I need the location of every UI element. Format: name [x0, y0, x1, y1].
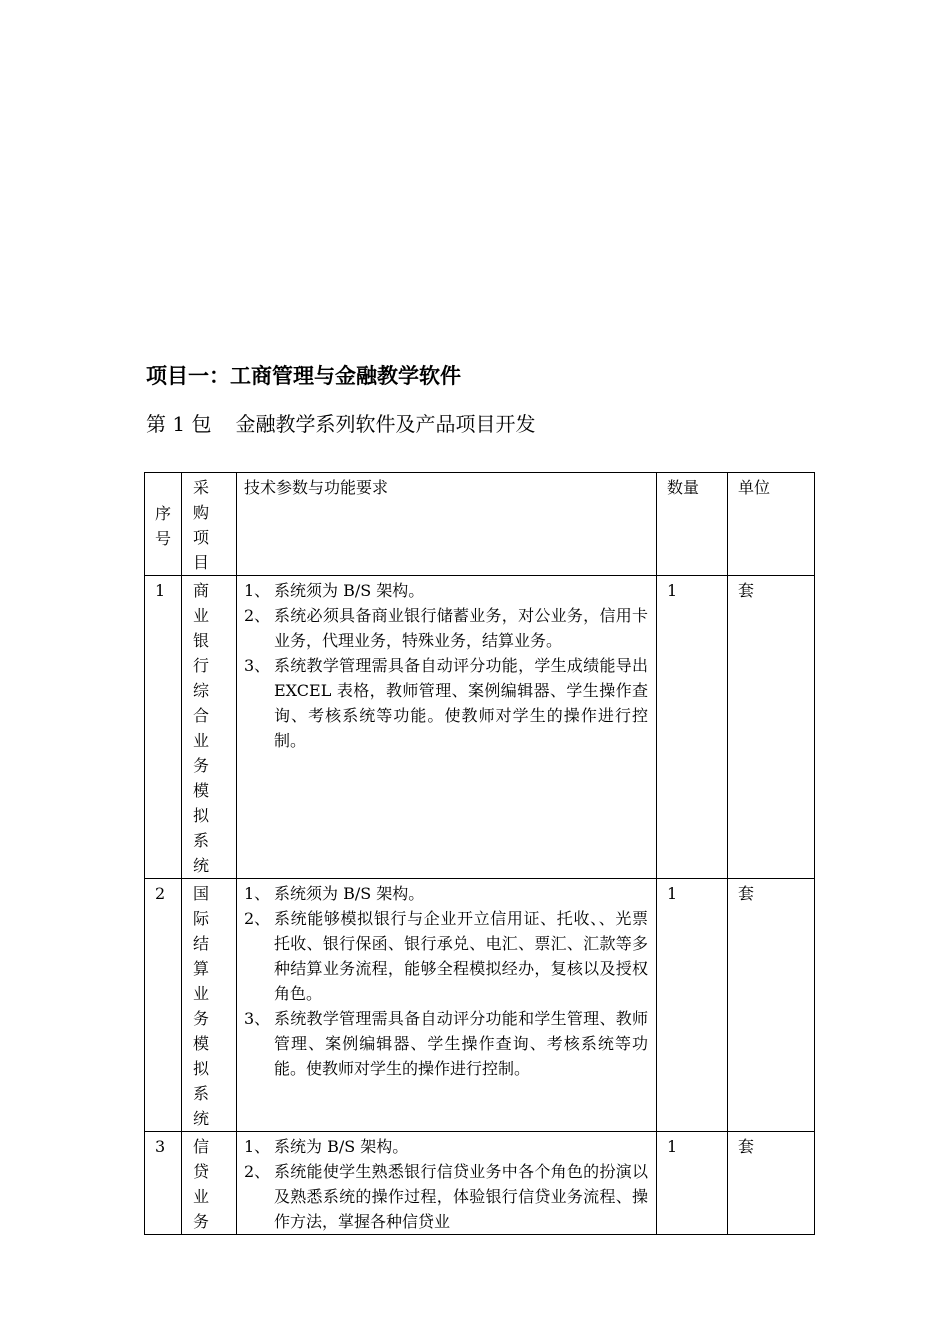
header-unit-cell: [728, 473, 815, 576]
header-spec: 技术参数与功能要求: [244, 478, 389, 497]
header-no: 序号: [155, 504, 172, 548]
procurement-table: [144, 472, 815, 1235]
package-name: 金融教学系列软件及产品项目开发: [235, 412, 536, 436]
requirement-number: 1、: [244, 1137, 271, 1156]
requirement-item: [244, 603, 648, 653]
requirement-text: 系统须为 B/S 架构。: [274, 581, 425, 600]
row-requirements-cell: [237, 879, 657, 1132]
row-item-cell: [182, 1132, 237, 1235]
requirement-number: 3、: [244, 656, 271, 675]
package-heading: [146, 408, 535, 440]
requirement-number: 3、: [244, 1009, 271, 1028]
requirement-number: 2、: [244, 606, 271, 625]
requirement-item: [244, 1159, 648, 1234]
requirement-text: 系统为 B/S 架构。: [274, 1137, 409, 1156]
header-item-cell: [182, 473, 237, 576]
requirement-item: [244, 1134, 648, 1159]
row-item: 国际结算业务模拟系统: [193, 884, 210, 1128]
requirement-item: [244, 653, 648, 753]
requirement-text: 系统能使学生熟悉银行信贷业务中各个角色的扮演以及熟悉系统的操作过程，体验银行信贷业务流程、操作方法，掌握各种信贷业: [274, 1162, 648, 1231]
table-row: [145, 879, 815, 1132]
requirement-number: 1、: [244, 581, 271, 600]
requirement-text: 系统能够模拟银行与企业开立信用证、托收、、光票托收、银行保函、银行承兑、电汇、票汇、汇款等多种结算业务流程，能够全程模拟经办，复核以及授权角色。: [274, 909, 648, 1003]
row-qty: 1: [657, 879, 728, 1132]
row-unit: 套: [728, 576, 815, 879]
requirement-number: 2、: [244, 909, 271, 928]
requirements-list: [244, 578, 648, 753]
requirement-text: 系统教学管理需具备自动评分功能和学生管理、教师管理、案例编辑器、学生操作查询、考核系统等功能。使教师对学生的操作进行控制。: [274, 1009, 648, 1078]
requirement-text: 系统必须具备商业银行储蓄业务，对公业务，信用卡业务，代理业务，特殊业务，结算业务。: [274, 606, 648, 650]
row-no: 2: [145, 879, 182, 1132]
row-item: 商业银行综合业务模拟系统: [193, 581, 210, 875]
header-spec-cell: [237, 473, 657, 576]
header-item: 采购项目: [193, 478, 210, 572]
row-no: 3: [145, 1132, 182, 1235]
row-qty: 1: [657, 1132, 728, 1235]
row-item-cell: [182, 576, 237, 879]
header-unit: 单位: [738, 478, 771, 497]
section-title: 项目一：工商管理与金融教学软件: [146, 363, 461, 388]
row-item-cell: [182, 879, 237, 1132]
table-row: [145, 1132, 815, 1235]
table-header-row: [145, 473, 815, 576]
requirements-list: [244, 1134, 648, 1234]
row-no: 1: [145, 576, 182, 879]
requirement-number: 2、: [244, 1162, 271, 1181]
header-qty: 数量: [667, 478, 700, 497]
row-requirements-cell: [237, 576, 657, 879]
requirement-item: [244, 578, 648, 603]
header-no-cell: [145, 473, 182, 576]
requirement-item: [244, 1006, 648, 1081]
row-unit: 套: [728, 879, 815, 1132]
table-row: [145, 576, 815, 879]
package-label: 第 1 包: [146, 412, 212, 436]
requirement-item: [244, 906, 648, 1006]
row-qty: 1: [657, 576, 728, 879]
row-item: 信贷业务: [193, 1137, 210, 1231]
requirement-text: 系统教学管理需具备自动评分功能，学生成绩能导出 EXCEL 表格，教师管理、案例编辑器、学生操作查询、考核系统等功能。使教师对学生的操作进行控制。: [274, 656, 648, 750]
requirement-item: [244, 881, 648, 906]
requirement-number: 1、: [244, 884, 271, 903]
requirement-text: 系统须为 B/S 架构。: [274, 884, 425, 903]
row-requirements-cell: [237, 1132, 657, 1235]
row-unit: 套: [728, 1132, 815, 1235]
header-qty-cell: [657, 473, 728, 576]
requirements-list: [244, 881, 648, 1081]
